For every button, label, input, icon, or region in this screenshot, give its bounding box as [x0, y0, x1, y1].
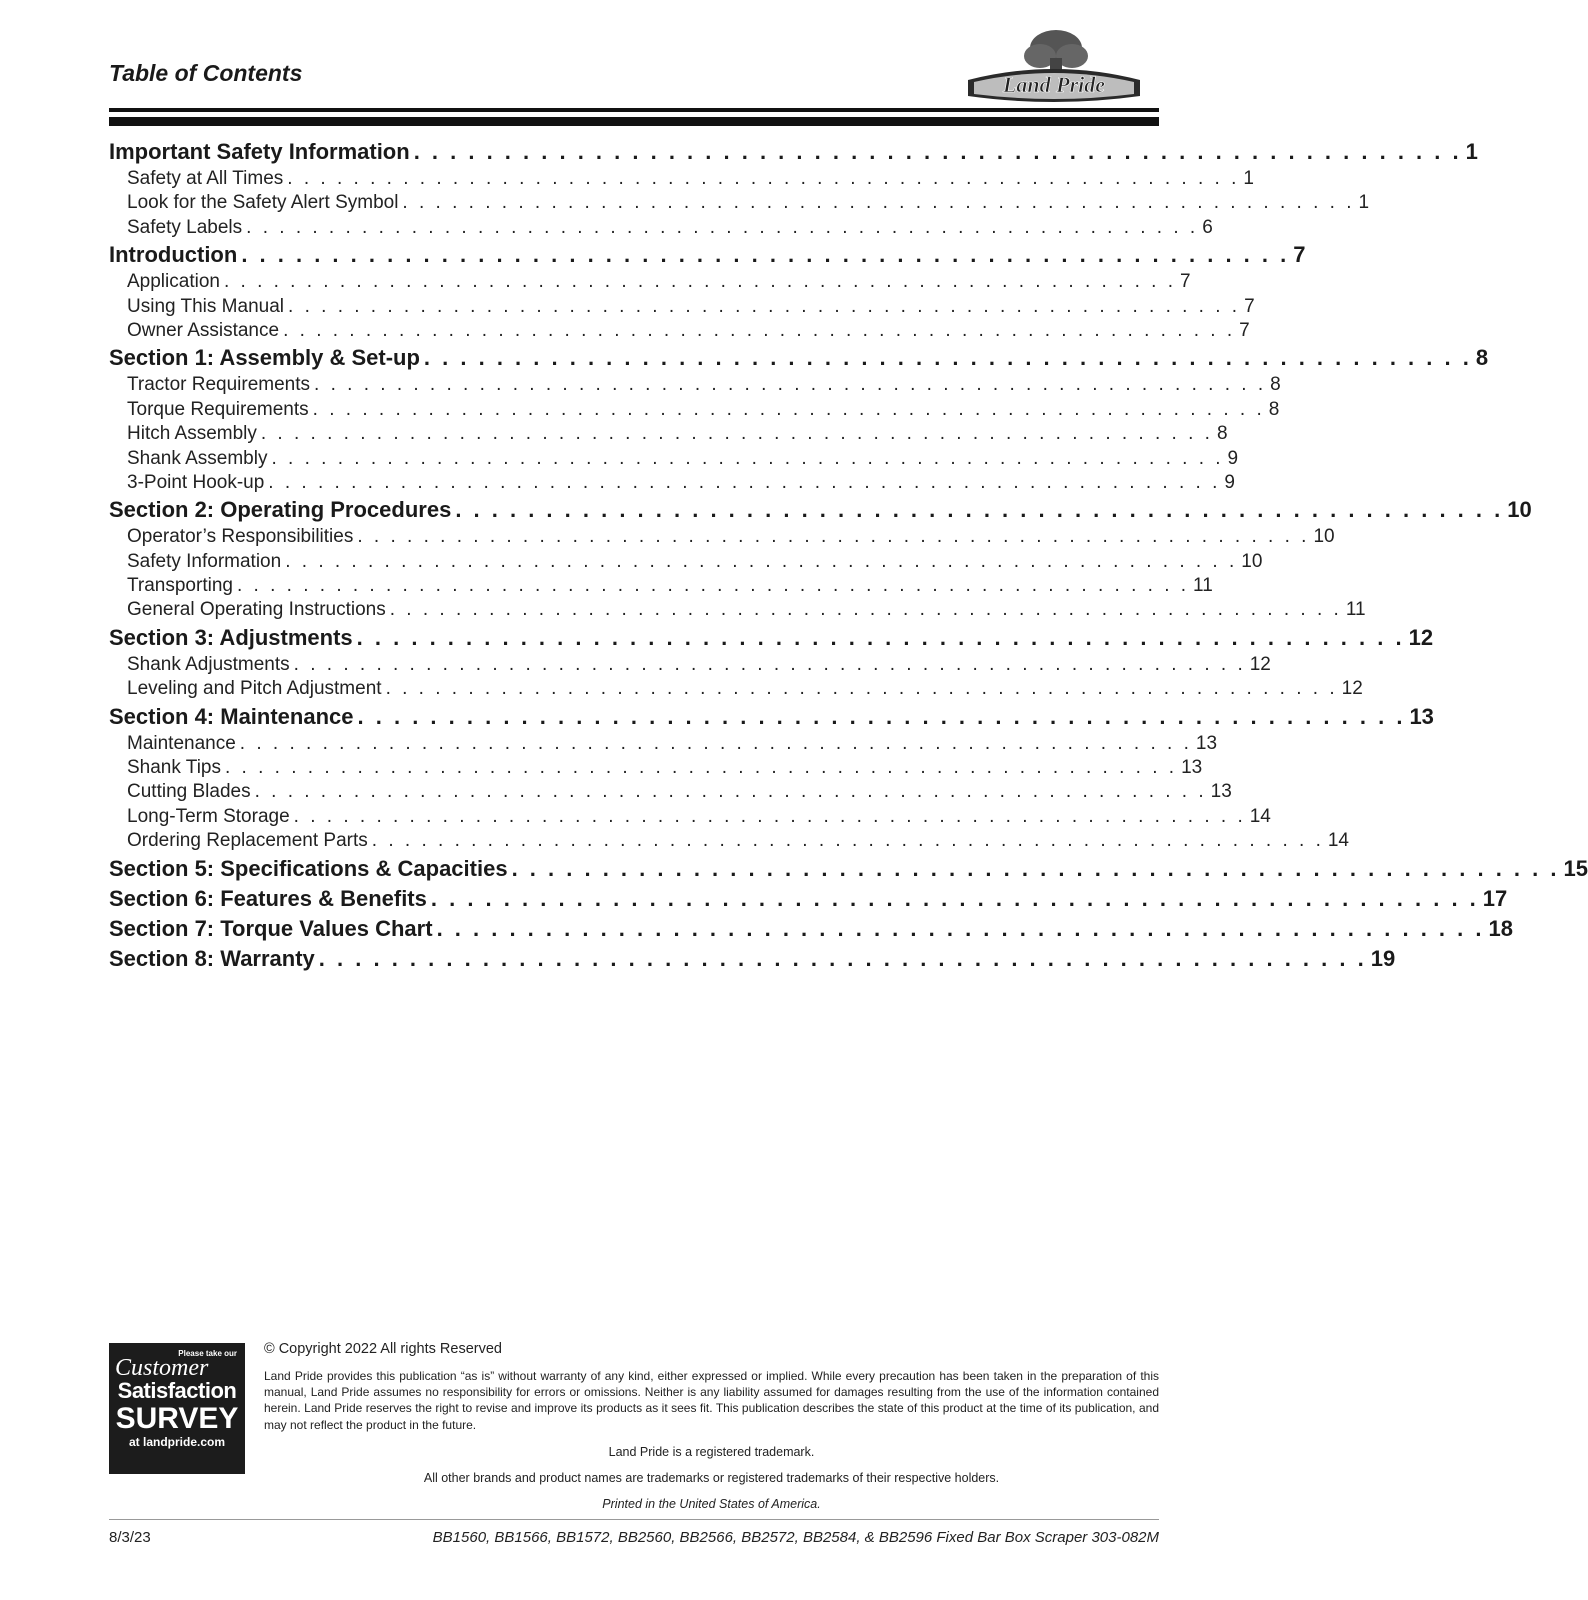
toc-page-number: 12 — [1249, 653, 1271, 675]
toc-entry[interactable] — [109, 525, 1335, 549]
toc-label: Section 1: Assembly & Set-up — [109, 345, 420, 371]
toc-page-number: 18 — [1488, 915, 1513, 941]
toc-label: Section 3: Adjustments — [109, 624, 353, 650]
toc-label: Section 6: Features & Benefits — [109, 885, 427, 911]
toc-leader-dots: . . . . . . . . . . . . . . . . . . . . . . . . . . . . . . . . . . . . . . . . . . . . . . . . . . . . . . . . . . — [402, 192, 1355, 214]
header-rule-thick — [109, 117, 1159, 126]
survey-line: Please take our — [178, 1349, 237, 1358]
toc-leader-dots: . . . . . . . . . . . . . . . . . . . . . . . . . . . . . . . . . . . . . . . . . . . . . . . . . . . . . . . . . . — [260, 423, 1213, 445]
toc-leader-dots: . . . . . . . . . . . . . . . . . . . . . . . . . . . . . . . . . . . . . . . . . . . . . . . . . . . . . . . . . . — [312, 398, 1265, 420]
toc-page-number: 17 — [1482, 885, 1508, 911]
toc-leader-dots: . . . . . . . . . . . . . . . . . . . . . . . . . . . . . . . . . . . . . . . . . . . . . . . . . . . . . . . . . . — [314, 374, 1267, 396]
toc-leader-dots: . . . . . . . . . . . . . . . . . . . . . . . . . . . . . . . . . . . . . . . . . . . . . . . . . . . . . . . . . . — [293, 653, 1246, 675]
footer-doc-title: BB1560, BB1566, BB1572, BB2560, BB2566, BB2572, BB2584, & BB2596 Fixed Bar Box Scraper 303-082M — [432, 1529, 1159, 1546]
land-pride-logo — [960, 28, 1148, 108]
page-title: Table of Contents — [109, 60, 303, 86]
toc-entry[interactable] — [109, 471, 1235, 495]
toc-page-number: 9 — [1224, 471, 1235, 493]
toc-entry[interactable] — [109, 319, 1250, 343]
toc-entry[interactable] — [109, 677, 1363, 701]
toc-page-number: 13 — [1409, 703, 1434, 729]
survey-badge[interactable] — [109, 1343, 245, 1474]
toc-page-number: 13 — [1210, 781, 1232, 803]
toc-page-number: 1 — [1358, 192, 1370, 214]
other-trademarks-notice: All other brands and product names are trademarks or registered trademarks of their respective holders. — [423, 1471, 1000, 1485]
toc-label: Safety Labels — [127, 216, 243, 238]
toc-page-number: 9 — [1227, 447, 1239, 469]
toc-page-number: 7 — [1239, 319, 1250, 341]
toc-section[interactable] — [109, 702, 1434, 732]
toc-entry[interactable] — [109, 373, 1281, 397]
toc-leader-dots: . . . . . . . . . . . . . . . . . . . . . . . . . . . . . . . . . . . . . . . . . . . . . . . . . . . . . . . . . . — [423, 345, 1472, 371]
toc-page-number: 12 — [1341, 678, 1363, 700]
toc-entry[interactable] — [109, 398, 1280, 422]
toc-leader-dots: . . . . . . . . . . . . . . . . . . . . . . . . . . . . . . . . . . . . . . . . . . . . . . . . . . . . . . . . . . — [223, 271, 1177, 293]
toc-page-number: 19 — [1370, 945, 1396, 971]
toc-page-number: 12 — [1408, 624, 1434, 650]
toc-entry[interactable] — [109, 422, 1228, 446]
toc-label: Cutting Blades — [127, 781, 251, 803]
toc-entry[interactable] — [109, 829, 1349, 853]
toc-page-number: 10 — [1313, 526, 1335, 548]
toc-leader-dots: . . . . . . . . . . . . . . . . . . . . . . . . . . . . . . . . . . . . . . . . . . . . . . . . . . . . . . . . . . — [293, 805, 1246, 827]
survey-line: Customer — [115, 1355, 209, 1381]
toc-label: Operator’s Responsibilities — [127, 526, 354, 548]
toc-page-number: 14 — [1249, 805, 1271, 827]
survey-line: at landpride.com — [128, 1435, 226, 1449]
toc-label: Hitch Assembly — [127, 423, 257, 445]
toc-label: Maintenance — [127, 732, 236, 754]
toc-leader-dots: . . . . . . . . . . . . . . . . . . . . . . . . . . . . . . . . . . . . . . . . . . . . . . . . . . . . . . . . . . — [287, 168, 1240, 189]
toc-leader-dots: . . . . . . . . . . . . . . . . . . . . . . . . . . . . . . . . . . . . . . . . . . . . . . . . . . . . . . . . . . — [285, 550, 1238, 572]
toc-entry[interactable] — [109, 598, 1366, 622]
toc-label: Shank Tips — [127, 757, 221, 779]
toc-label: Owner Assistance — [127, 319, 280, 341]
toc-label: Section 2: Operating Procedures — [109, 497, 452, 523]
toc-label: Shank Assembly — [127, 447, 268, 469]
toc-entry[interactable] — [109, 270, 1191, 294]
toc-page-number: 1 — [1465, 139, 1478, 164]
toc-page-number: 15 — [1563, 855, 1588, 881]
toc-page-number: 8 — [1475, 345, 1489, 371]
toc-section[interactable] — [109, 240, 1306, 270]
toc-page-number: 13 — [1181, 757, 1203, 779]
disclaimer-text: Land Pride provides this publication “as is” without warranty of any kind, either expressed or implied. While every precaution has been taken in the preparation of this manual, Land Pride assumes no responsibility for errors or omissions. Neither is any liability assumed for damages resulting from the use of the information contained herein. Land Pride reserves the right to revise and improve its products as it sees fit. This publication describes the state of this product at the time of its publication, and may not reflect the product in the future. — [264, 1369, 1159, 1432]
toc-entry[interactable] — [109, 167, 1254, 191]
toc-label: Long-Term Storage — [127, 805, 290, 827]
toc-leader-dots: . . . . . . . . . . . . . . . . . . . . . . . . . . . . . . . . . . . . . . . . . . . . . . . . . . . . . . . . . . — [430, 885, 1479, 911]
toc-leader-dots: . . . . . . . . . . . . . . . . . . . . . . . . . . . . . . . . . . . . . . . . . . . . . . . . . . . . . . . . . . — [356, 624, 1405, 650]
toc-page-number: 14 — [1327, 830, 1349, 852]
toc-section[interactable] — [109, 343, 1489, 373]
toc-leader-dots: . . . . . . . . . . . . . . . . . . . . . . . . . . . . . . . . . . . . . . . . . . . . . . . . . . . . . . . . . . — [271, 447, 1224, 469]
toc-leader-dots: . . . . . . . . . . . . . . . . . . . . . . . . . . . . . . . . . . . . . . . . . . . . . . . . . . . . . . . . . . — [283, 319, 1236, 341]
toc-label: Look for the Safety Alert Symbol — [127, 192, 399, 214]
toc-entry[interactable] — [109, 191, 1370, 215]
toc-label: Leveling and Pitch Adjustment — [127, 678, 382, 700]
toc-label: Transporting — [127, 575, 233, 597]
toc-section[interactable] — [109, 854, 1588, 884]
toc-section[interactable] — [109, 623, 1434, 653]
toc-page-number: 8 — [1270, 374, 1281, 396]
toc-leader-dots: . . . . . . . . . . . . . . . . . . . . . . . . . . . . . . . . . . . . . . . . . . . . . . . . . . . . . . . . . . — [357, 703, 1406, 729]
toc-label: Ordering Replacement Parts — [127, 830, 368, 852]
toc-leader-dots: . . . . . . . . . . . . . . . . . . . . . . . . . . . . . . . . . . . . . . . . . . . . . . . . . . . . . . . . . . — [239, 732, 1192, 754]
toc-label: Safety Information — [127, 550, 282, 572]
toc-leader-dots: . . . . . . . . . . . . . . . . . . . . . . . . . . . . . . . . . . . . . . . . . . . . . . . . . . . . . . . . . . — [225, 757, 1178, 779]
toc-leader-dots: . . . . . . . . . . . . . . . . . . . . . . . . . . . . . . . . . . . . . . . . . . . . . . . . . . . . . . . . . . — [236, 575, 1190, 597]
toc-leader-dots: . . . . . . . . . . . . . . . . . . . . . . . . . . . . . . . . . . . . . . . . . . . . . . . . . . . . . . . . . . — [318, 945, 1367, 971]
toc-page-number: 8 — [1268, 398, 1280, 420]
footer-rule — [109, 1519, 1159, 1520]
toc-leader-dots: . . . . . . . . . . . . . . . . . . . . . . . . . . . . . . . . . . . . . . . . . . . . . . . . . . . . . . . . . . — [357, 526, 1310, 548]
toc-label: Shank Adjustments — [127, 653, 290, 675]
table-of-contents — [109, 137, 1588, 974]
toc-entry[interactable] — [109, 216, 1213, 240]
toc-entry[interactable] — [109, 756, 1203, 780]
toc-label: Section 4: Maintenance — [109, 703, 354, 729]
toc-leader-dots: . . . . . . . . . . . . . . . . . . . . . . . . . . . . . . . . . . . . . . . . . . . . . . . . . . . . . . . . . . — [436, 915, 1485, 941]
toc-leader-dots: . . . . . . . . . . . . . . . . . . . . . . . . . . . . . . . . . . . . . . . . . . . . . . . . . . . . . . . . . . — [455, 497, 1504, 523]
toc-entry[interactable] — [109, 732, 1218, 756]
toc-leader-dots: . . . . . . . . . . . . . . . . . . . . . . . . . . . . . . . . . . . . . . . . . . . . . . . . . . . . . . . . . . — [268, 471, 1221, 493]
toc-entry[interactable] — [109, 653, 1271, 677]
toc-leader-dots: . . . . . . . . . . . . . . . . . . . . . . . . . . . . . . . . . . . . . . . . . . . . . . . . . . . . . . . . . . — [389, 599, 1342, 621]
svg-text:Land Pride: Land Pride — [1002, 72, 1106, 97]
toc-page-number: 8 — [1216, 423, 1228, 445]
toc-label: Important Safety Information — [109, 139, 410, 164]
toc-section[interactable] — [109, 137, 1478, 167]
toc-section[interactable] — [109, 914, 1513, 944]
toc-leader-dots: . . . . . . . . . . . . . . . . . . . . . . . . . . . . . . . . . . . . . . . . . . . . . . . . . . . . . . . . . . — [385, 678, 1338, 700]
toc-page-number: 7 — [1293, 242, 1306, 268]
toc-page-number: 10 — [1507, 497, 1532, 523]
toc-leader-dots: . . . . . . . . . . . . . . . . . . . . . . . . . . . . . . . . . . . . . . . . . . . . . . . . . . . . . . . . . . — [288, 295, 1241, 317]
toc-page-number: 13 — [1195, 732, 1218, 754]
toc-label: Application — [127, 271, 220, 293]
toc-leader-dots: . . . . . . . . . . . . . . . . . . . . . . . . . . . . . . . . . . . . . . . . . . . . . . . . . . . . . . . . . . — [371, 830, 1324, 852]
toc-section[interactable] — [109, 944, 1396, 974]
toc-page-number: 10 — [1241, 550, 1263, 572]
toc-page-number: 6 — [1202, 216, 1213, 238]
toc-page-number: 11 — [1345, 599, 1366, 621]
toc-label: 3-Point Hook-up — [127, 471, 265, 493]
toc-leader-dots: . . . . . . . . . . . . . . . . . . . . . . . . . . . . . . . . . . . . . . . . . . . . . . . . . . . . . . . . . . — [246, 216, 1199, 238]
toc-label: General Operating Instructions — [127, 599, 386, 621]
copyright-notice: © Copyright 2022 All rights Reserved — [264, 1341, 502, 1357]
toc-leader-dots: . . . . . . . . . . . . . . . . . . . . . . . . . . . . . . . . . . . . . . . . . . . . . . . . . . . . . . . . . . — [413, 139, 1462, 164]
toc-entry[interactable] — [109, 574, 1213, 598]
footer-date: 8/3/23 — [109, 1529, 151, 1546]
toc-leader-dots: . . . . . . . . . . . . . . . . . . . . . . . . . . . . . . . . . . . . . . . . . . . . . . . . . . . . . . . . . . — [241, 242, 1290, 268]
toc-label: Section 8: Warranty — [109, 945, 315, 971]
toc-section[interactable] — [109, 495, 1532, 525]
toc-label: Section 5: Specifications & Capacities — [109, 855, 508, 881]
header-rule-thin — [109, 108, 1159, 112]
toc-label: Section 7: Torque Values Chart — [109, 915, 433, 941]
toc-label: Torque Requirements — [127, 398, 309, 420]
toc-page-number: 7 — [1244, 295, 1255, 317]
toc-leader-dots: . . . . . . . . . . . . . . . . . . . . . . . . . . . . . . . . . . . . . . . . . . . . . . . . . . . . . . . . . . — [511, 855, 1560, 881]
toc-label: Introduction — [109, 242, 238, 268]
toc-entry[interactable] — [109, 780, 1232, 804]
toc-label: Using This Manual — [127, 295, 285, 317]
toc-leader-dots: . . . . . . . . . . . . . . . . . . . . . . . . . . . . . . . . . . . . . . . . . . . . . . . . . . . . . . . . . . — [254, 781, 1207, 803]
toc-section[interactable] — [109, 884, 1508, 914]
printed-in-notice: Printed in the United States of America. — [602, 1497, 821, 1511]
toc-entry[interactable] — [109, 295, 1255, 319]
toc-page-number: 7 — [1180, 271, 1191, 293]
trademark-notice: Land Pride is a registered trademark. — [608, 1445, 815, 1459]
toc-entry[interactable] — [109, 805, 1271, 829]
toc-page-number: 1 — [1243, 168, 1254, 189]
toc-entry[interactable] — [109, 447, 1239, 471]
survey-line: Satisfaction — [117, 1378, 237, 1403]
toc-label: Safety at All Times — [127, 168, 284, 189]
toc-page-number: 11 — [1193, 575, 1213, 597]
toc-entry[interactable] — [109, 550, 1263, 574]
toc-label: Tractor Requirements — [127, 374, 311, 396]
survey-line: SURVEY — [115, 1402, 239, 1435]
